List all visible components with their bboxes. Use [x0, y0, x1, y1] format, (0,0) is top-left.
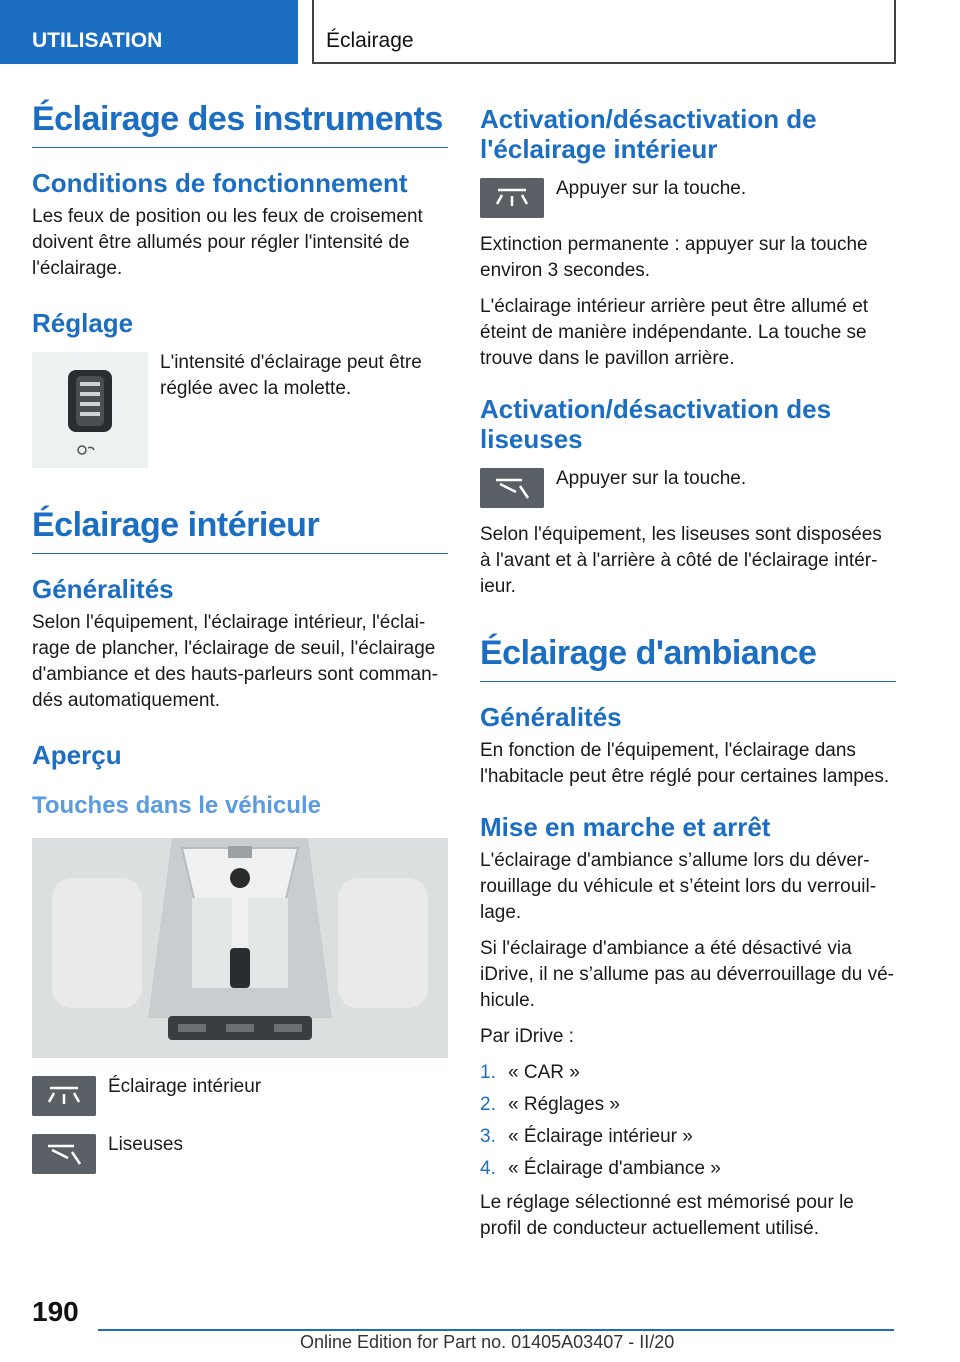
step-text: « Réglages »: [508, 1094, 620, 1115]
dimmer-wheel-image: [32, 352, 148, 468]
legend-interieur: Éclairage intérieur: [108, 1076, 262, 1097]
step-text: « Éclairage d'ambiance »: [508, 1158, 721, 1179]
step-number: 1.: [480, 1062, 496, 1083]
section-tab: UTILISATION: [0, 0, 298, 64]
legend-liseuses: Liseuses: [108, 1134, 183, 1155]
heading-apercu: Aperçu: [32, 740, 122, 770]
right-column: [480, 104, 896, 1252]
list-item: [480, 1092, 896, 1118]
step-number: 3.: [480, 1126, 496, 1147]
idrive-steps-list: [480, 1060, 896, 1182]
text-appuyer-1: Appuyer sur la touche.: [556, 178, 747, 199]
step-text: « CAR »: [508, 1062, 580, 1083]
footer-edition: Online Edition for Part no. 01405A03407 - II/20: [300, 1332, 675, 1352]
left-column: [32, 100, 448, 1184]
list-item: [480, 1156, 896, 1182]
heading-instruments: Éclairage des instruments: [32, 100, 448, 148]
text-liseuses: Selon l'équipement, les liseuses sont disposées à l'avant et à l'arrière à côté de l'éclairage intérieur.: [480, 524, 882, 597]
heading-reglage: Réglage: [32, 308, 134, 338]
heading-conditions: Conditions de fonctionnement: [32, 168, 408, 198]
footer-divider: [98, 1329, 894, 1331]
reading-light-icon: [32, 1134, 96, 1174]
text-conditions: Les feux de position ou les feux de croisement doivent être allumés pour régler l'intensité de l'éclairage.: [32, 206, 423, 279]
heading-interieur: Éclairage intérieur: [32, 506, 448, 554]
heading-marche: Mise en marche et arrêt: [480, 812, 771, 842]
heading-ambiance: Éclairage d'ambiance: [480, 634, 896, 682]
page-topic: Éclairage: [312, 0, 896, 64]
legend-row-interieur: [32, 1076, 448, 1116]
heading-touches: Touches dans le véhicule: [32, 792, 321, 819]
step-text: « Éclairage intérieur »: [508, 1126, 693, 1147]
step-number: 4.: [480, 1158, 496, 1179]
heading-generalites-right: Généralités: [480, 702, 622, 732]
text-desactive: Si l'éclairage d'ambiance a été désactivé via iDrive, il ne s’allume pas au déverrouillage du véhicule.: [480, 938, 894, 1011]
text-generalites-left: Selon l'équipement, l'éclairage intérieur, l'éclairage de plancher, l'éclairage de seuil, l'éclairage d'ambiance et des hauts-parleurs sont commandés automatiquement.: [32, 612, 438, 711]
text-appuyer-2: Appuyer sur la touche.: [556, 468, 747, 489]
cabin-ceiling-image: [32, 838, 448, 1058]
text-extinction: Extinction permanente : appuyer sur la touche environ 3 secondes.: [480, 234, 868, 281]
text-par-idrive: Par iDrive :: [480, 1026, 574, 1047]
list-item: [480, 1060, 896, 1086]
heading-activation-interieur: Activation/désactivation de l'éclairage intérieur: [480, 104, 817, 164]
text-memorise: Le réglage sélectionné est mémorisé pour le profil de conducteur actuellement utilisé.: [480, 1192, 854, 1239]
interior-light-icon: [32, 1076, 96, 1116]
heading-activation-liseuses: Activation/désactivation des liseuses: [480, 394, 832, 454]
heading-generalites-left: Généralités: [32, 574, 174, 604]
reglage-figure-row: [32, 352, 448, 468]
text-marche: L'éclairage d'ambiance s’allume lors du déverrouillage du véhicule et s’éteint lors du verrouillage.: [480, 850, 877, 923]
step-number: 2.: [480, 1094, 496, 1115]
legend-row-liseuses: [32, 1134, 448, 1174]
list-item: [480, 1124, 896, 1150]
reading-light-button-icon: [480, 468, 544, 508]
interior-light-button-icon: [480, 178, 544, 218]
text-reglage: L'intensité d'éclairage peut être réglée avec la molette.: [160, 352, 422, 399]
text-arriere: L'éclairage intérieur arrière peut être allumé et éteint de manière indépendante. La touche se trouve dans le pavillon arrière.: [480, 296, 869, 369]
activation-liseuses-row: [480, 468, 896, 508]
activation-interieur-row: [480, 178, 896, 218]
page-number: 190: [32, 1296, 79, 1327]
text-generalites-right: En fonction de l'équipement, l'éclairage dans l'habitacle peut être réglé pour certaines lampes.: [480, 740, 890, 787]
